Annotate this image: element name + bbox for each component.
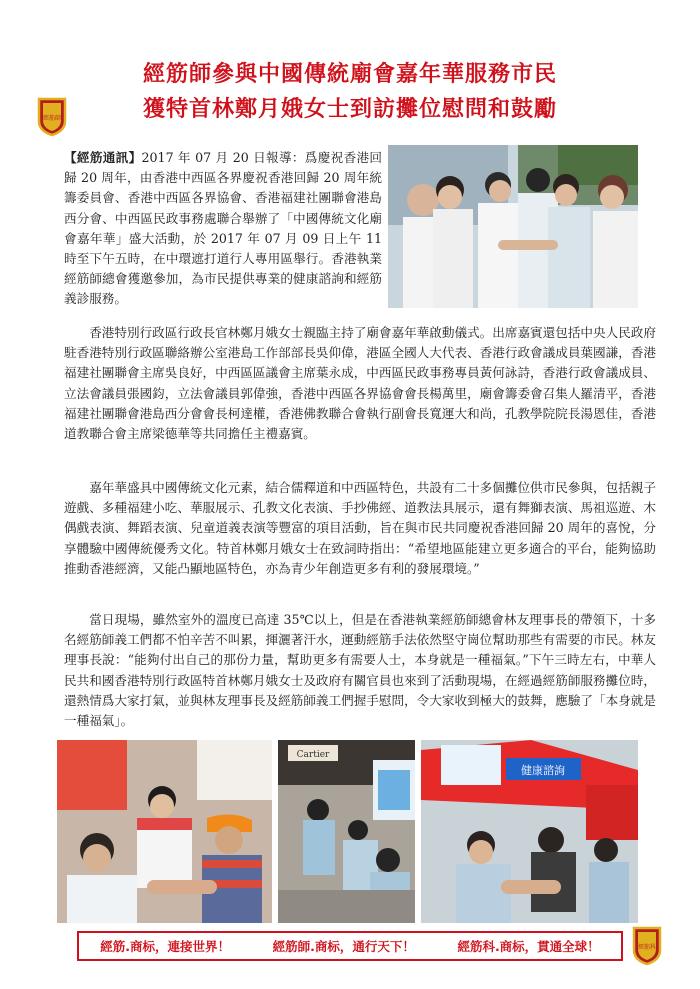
logo-text-footer: 經筋科 [637, 944, 657, 951]
footer-slogan-bar [77, 931, 623, 961]
logo-text: 經筋師 [42, 115, 62, 122]
footer-slogan-1: 經筋.商标，連接世界！ [100, 939, 231, 954]
intro-text: 2017 年 07 月 20 日報導：爲慶祝香港回歸 20 周年，由香港中西區各界慶祝香港回歸 20 周年統籌委員會、香港中西區各界協會、香港福建社團聯會港島西分會、中西區民政事務處聯合舉辦了「中國傳統文化廟會嘉年華」盛大活動，於 2017 年 07 月 09 日上午 11 時至下午五時，在中環遮打道行人專用區舉行。香港執業經筋師總會獲邀參加，為市民提供專業的健康諮詢和經筋義診服務。 [64, 150, 382, 307]
page-title-line-2: 獲特首林鄭月娥女士到訪攤位慰問和鼓勵 [142, 97, 557, 122]
intro-paragraph [64, 148, 382, 310]
body-paragraph-2: 嘉年華盛具中國傳統文化元素，結合儒釋道和中西區特色，共設有二十多個攤位供市民參與，包括親子遊戲、多種福建小吃、華服展示、孔教文化表演、手抄佛經、道教法具展示，還有舞獅表演、馬祖巡遊、木偶戲表演、舞蹈表演、兒童道義表演等豐富的項目活動，旨在與市民共同慶祝香港回歸 20 周年的喜悅，分享體驗中國傳統優秀文化。特首林鄭月娥女士在致詞時指出：“希望地區能建立更多適合的平台，能夠協助推動香港經濟，又能凸顯地區特色，亦為青少年創造更多有利的發展環境。” [64, 480, 656, 576]
booth-sign: 健康諮詢 [521, 764, 565, 777]
page-title-line-1: 經筋師參與中國傳統廟會嘉年華服務市民 [142, 62, 557, 87]
photo-health-consult-tent [421, 740, 638, 923]
footer-slogan-2: 經筋師.商标，通行天下！ [272, 939, 415, 954]
photo-street-booth [278, 740, 415, 923]
body-paragraph-1: 香港特別行政區行政長官林鄭月娥女士親臨主持了廟會嘉年華啟動儀式。出席嘉賓還包括中央人民政府駐香港特別行政區聯絡辦公室港島工作部部長吳仰偉，港區全國人大代表、香港行政會議成員葉國謙，香港福建社團聯會主席吳良好，中西區區議會主席葉永成，中西區民政事務專員黃何詠詩，香港行政會議成員、立法會議員張國鈞，立法會議員郭偉強，香港中西區各界協會會長楊萬里，廟會籌委會召集人羅清平，香港福建社團聯會港島西分會會長柯達權，香港佛教聯合會執行副會長寬運大和尚，孔教學院院長湯恩佳，香港道教聯合會主席梁德華等共同擔任主禮嘉賓。 [64, 325, 656, 442]
photo-massage-service [57, 740, 272, 923]
footer-slogan-3: 經筋科.商标，貫通全球！ [457, 939, 600, 954]
photo-chief-executive-greeting [388, 145, 638, 308]
cartier-sign: Cartier [296, 750, 330, 760]
logo-bottom [632, 926, 662, 966]
intro-lead: 【經筋通訊】 [64, 150, 142, 165]
body-paragraph-3: 當日現場，雖然室外的溫度已高達 35℃以上，但是在香港執業經筋師總會林友理事長的帶領下，十多名經筋師義工們都不怕辛苦不叫累，揮灑著汗水，運動經筋手法依然堅守崗位幫助那些有需要的市民。林友理事長說：“能夠付出自己的那份力量，幫助更多有需要人士，本身就是一種福氣。”下午三時左右，中華人民共和國香港特別行政區特首林鄭月娥女士及政府有關官員也來到了活動現場，在經過經筋師服務攤位時，還熱情爲大家打氣，並與林友理事長及經筋師義工們握手慰問，令大家收到極大的鼓舞，應驗了「本身就是一種福氣」。 [64, 612, 656, 729]
